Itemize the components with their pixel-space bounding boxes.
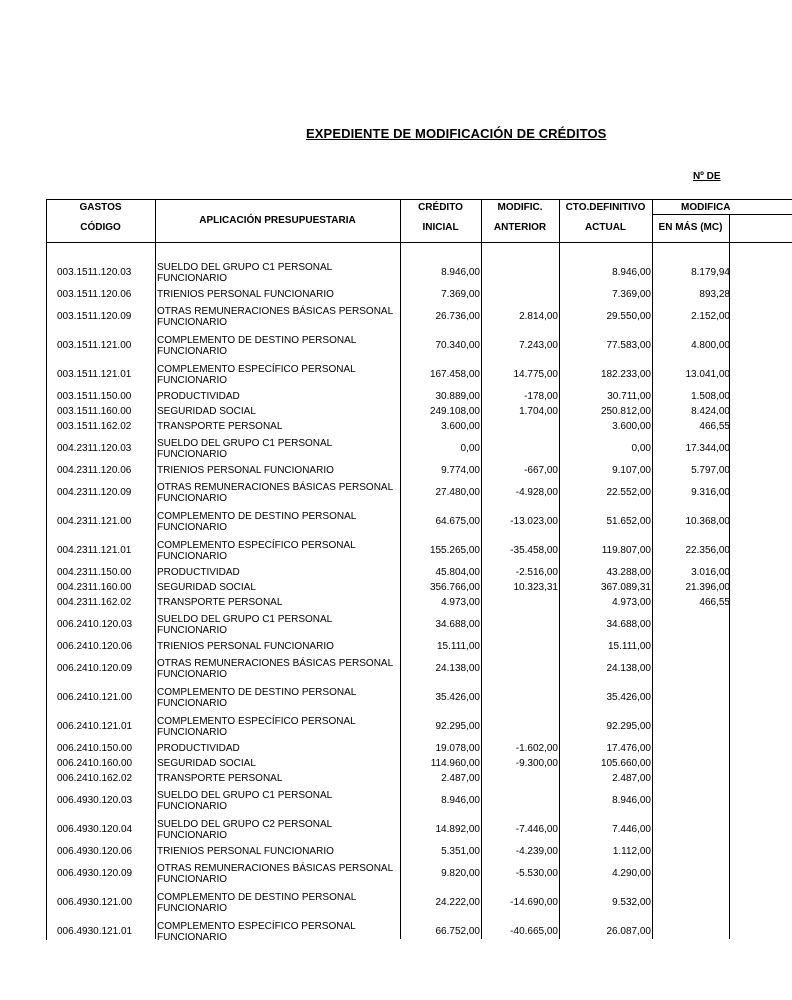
row-credito-inicial: 2.487,00 bbox=[441, 773, 480, 784]
row-modificacion-en-mas: 5.797,00 bbox=[691, 465, 730, 476]
header-gastos: GASTOS bbox=[79, 202, 122, 213]
row-description: COMPLEMENTO DE DESTINO PERSONAL FUNCIONARIO bbox=[157, 510, 356, 533]
header-en-mas: EN MÁS (MC) bbox=[658, 222, 723, 233]
row-description: SEGURIDAD SOCIAL bbox=[157, 582, 256, 593]
row-description: TRIENIOS PERSONAL FUNCIONARIO bbox=[157, 289, 334, 300]
table-row bbox=[46, 741, 730, 756]
row-modific-anterior: -9.300,00 bbox=[515, 758, 558, 769]
table-row bbox=[46, 595, 730, 610]
table-row bbox=[46, 331, 730, 360]
table-row bbox=[46, 258, 730, 287]
row-credito-inicial: 9.774,00 bbox=[441, 465, 480, 476]
table-row bbox=[46, 287, 730, 302]
row-code: 003.1511.150.00 bbox=[57, 391, 132, 402]
row-cto-definitivo-actual: 250.812,00 bbox=[600, 406, 651, 417]
row-description: TRIENIOS PERSONAL FUNCIONARIO bbox=[157, 846, 334, 857]
row-credito-inicial: 34.688,00 bbox=[435, 619, 480, 630]
row-description: COMPLEMENTO ESPECÍFICO PERSONAL FUNCIONARIO bbox=[157, 363, 356, 386]
row-cto-definitivo-actual: 17.476,00 bbox=[606, 743, 651, 754]
row-modific-anterior: -35.458,00 bbox=[510, 545, 558, 556]
row-code: 006.2410.120.09 bbox=[57, 663, 133, 674]
row-cto-definitivo-actual: 34.688,00 bbox=[606, 619, 651, 630]
row-code: 006.4930.120.06 bbox=[57, 846, 133, 857]
row-credito-inicial: 3.600,00 bbox=[441, 421, 480, 432]
row-cto-definitivo-actual: 4.973,00 bbox=[612, 597, 651, 608]
row-credito-inicial: 27.480,00 bbox=[435, 487, 480, 498]
table-row bbox=[46, 859, 730, 888]
row-credito-inicial: 30.889,00 bbox=[435, 391, 480, 402]
table-row bbox=[46, 507, 730, 536]
row-modificacion-en-mas: 13.041,00 bbox=[685, 369, 730, 380]
row-modific-anterior: 10.323,31 bbox=[513, 582, 558, 593]
row-modific-anterior: -4.239,00 bbox=[515, 846, 558, 857]
row-description: TRANSPORTE PERSONAL bbox=[157, 773, 283, 784]
row-credito-inicial: 9.820,00 bbox=[441, 868, 480, 879]
row-credito-inicial: 4.973,00 bbox=[441, 597, 480, 608]
table-row bbox=[46, 478, 730, 507]
row-cto-definitivo-actual: 7.369,00 bbox=[612, 289, 651, 300]
row-modific-anterior: -40.665,00 bbox=[510, 926, 558, 937]
row-description: TRANSPORTE PERSONAL bbox=[157, 421, 283, 432]
row-credito-inicial: 24.138,00 bbox=[435, 663, 480, 674]
row-cto-definitivo-actual: 3.600,00 bbox=[612, 421, 651, 432]
row-cto-definitivo-actual: 1.112,00 bbox=[612, 846, 651, 857]
row-modificacion-en-mas: 22.356,00 bbox=[685, 545, 730, 556]
row-code: 006.2410.120.03 bbox=[57, 619, 133, 630]
row-cto-definitivo-actual: 8.946,00 bbox=[612, 267, 651, 278]
row-credito-inicial: 70.340,00 bbox=[435, 340, 480, 351]
row-modificacion-en-mas: 9.316,00 bbox=[691, 487, 730, 498]
row-code: 006.4930.120.04 bbox=[57, 824, 133, 835]
table-row bbox=[46, 756, 730, 771]
row-code: 006.2410.150.00 bbox=[57, 743, 133, 754]
row-cto-definitivo-actual: 8.946,00 bbox=[612, 795, 651, 806]
row-credito-inicial: 19.078,00 bbox=[435, 743, 480, 754]
row-description: OTRAS REMUNERACIONES BÁSICAS PERSONAL FUNCIONARIO bbox=[157, 481, 393, 504]
row-description: COMPLEMENTO DE DESTINO PERSONAL FUNCIONARIO bbox=[157, 891, 356, 914]
row-code: 006.4930.121.01 bbox=[57, 926, 133, 937]
modifica-header-rule bbox=[652, 214, 792, 215]
row-cto-definitivo-actual: 105.660,00 bbox=[600, 758, 651, 769]
table-row bbox=[46, 536, 730, 565]
row-modificacion-en-mas: 10.368,00 bbox=[685, 516, 730, 527]
row-code: 006.4930.120.03 bbox=[57, 795, 133, 806]
row-code: 003.1511.162.02 bbox=[57, 421, 132, 432]
row-description: TRIENIOS PERSONAL FUNCIONARIO bbox=[157, 465, 334, 476]
row-code: 006.4930.120.09 bbox=[57, 868, 133, 879]
row-credito-inicial: 8.946,00 bbox=[441, 795, 480, 806]
row-code: 003.1511.160.00 bbox=[57, 406, 132, 417]
row-cto-definitivo-actual: 367.089,31 bbox=[600, 582, 651, 593]
row-cto-definitivo-actual: 9.107,00 bbox=[612, 465, 651, 476]
row-cto-definitivo-actual: 15.111,00 bbox=[607, 641, 651, 652]
table-row bbox=[46, 888, 730, 917]
table-row bbox=[46, 786, 730, 815]
table-row bbox=[46, 360, 730, 389]
row-modificacion-en-mas: 8.179,94 bbox=[691, 267, 730, 278]
table-row bbox=[46, 712, 730, 741]
row-modific-anterior: 1.704,00 bbox=[519, 406, 558, 417]
row-description: TRIENIOS PERSONAL FUNCIONARIO bbox=[157, 641, 334, 652]
table-row bbox=[46, 580, 730, 595]
row-credito-inicial: 66.752,00 bbox=[435, 926, 480, 937]
row-credito-inicial: 15.111,00 bbox=[436, 641, 480, 652]
row-modificacion-en-mas: 466,55 bbox=[699, 421, 730, 432]
row-cto-definitivo-actual: 43.288,00 bbox=[606, 567, 651, 578]
table-row bbox=[46, 654, 730, 683]
row-code: 003.1511.120.03 bbox=[57, 267, 132, 278]
row-code: 004.2311.160.00 bbox=[57, 582, 132, 593]
header-anterior: ANTERIOR bbox=[493, 222, 547, 233]
row-modific-anterior: -1.602,00 bbox=[515, 743, 558, 754]
table-row bbox=[46, 404, 730, 419]
row-code: 003.1511.121.01 bbox=[57, 369, 132, 380]
row-cto-definitivo-actual: 22.552,00 bbox=[606, 487, 651, 498]
row-credito-inicial: 7.369,00 bbox=[441, 289, 480, 300]
row-code: 003.1511.120.09 bbox=[57, 311, 132, 322]
row-description: SEGURIDAD SOCIAL bbox=[157, 406, 256, 417]
row-credito-inicial: 24.222,00 bbox=[435, 897, 480, 908]
header-inicial: INICIAL bbox=[422, 222, 459, 233]
row-modificacion-en-mas: 466,55 bbox=[699, 597, 730, 608]
row-credito-inicial: 114.960,00 bbox=[430, 758, 480, 769]
header-actual: ACTUAL bbox=[584, 222, 627, 233]
row-code: 006.2410.160.00 bbox=[57, 758, 133, 769]
row-modific-anterior: -5.530,00 bbox=[515, 868, 558, 879]
row-description: COMPLEMENTO DE DESTINO PERSONAL FUNCIONARIO bbox=[157, 686, 356, 709]
row-credito-inicial: 14.892,00 bbox=[435, 824, 480, 835]
row-cto-definitivo-actual: 35.426,00 bbox=[606, 692, 651, 703]
expediente-number-label: Nº DE bbox=[693, 171, 721, 182]
row-code: 004.2311.121.01 bbox=[57, 545, 132, 556]
row-description: COMPLEMENTO ESPECÍFICO PERSONAL FUNCIONARIO bbox=[157, 920, 356, 943]
row-code: 004.2311.120.03 bbox=[57, 443, 132, 454]
row-description: OTRAS REMUNERACIONES BÁSICAS PERSONAL FUNCIONARIO bbox=[157, 305, 393, 328]
row-credito-inicial: 5.351,00 bbox=[441, 846, 480, 857]
table-row bbox=[46, 917, 730, 946]
row-code: 006.2410.120.06 bbox=[57, 641, 133, 652]
row-code: 006.2410.121.01 bbox=[57, 721, 133, 732]
row-description: COMPLEMENTO ESPECÍFICO PERSONAL FUNCIONARIO bbox=[157, 539, 356, 562]
row-code: 004.2311.120.06 bbox=[57, 465, 132, 476]
row-modificacion-en-mas: 893,28 bbox=[699, 289, 730, 300]
row-modific-anterior: 7.243,00 bbox=[519, 340, 558, 351]
row-cto-definitivo-actual: 9.532,00 bbox=[612, 897, 651, 908]
row-modificacion-en-mas: 21.396,00 bbox=[685, 582, 730, 593]
row-description: SUELDO DEL GRUPO C1 PERSONAL FUNCIONARIO bbox=[157, 613, 332, 636]
table-row bbox=[46, 815, 730, 844]
table-row bbox=[46, 419, 730, 434]
header-modific: MODIFIC. bbox=[497, 202, 543, 213]
row-cto-definitivo-actual: 119.807,00 bbox=[601, 545, 651, 556]
table-row bbox=[46, 683, 730, 712]
row-modific-anterior: -14.690,00 bbox=[510, 897, 558, 908]
row-credito-inicial: 0,00 bbox=[460, 443, 480, 454]
header-modifica: MODIFICA bbox=[681, 202, 731, 213]
row-description: PRODUCTIVIDAD bbox=[157, 743, 240, 754]
row-credito-inicial: 92.295,00 bbox=[435, 721, 480, 732]
row-modific-anterior: -4.928,00 bbox=[515, 487, 558, 498]
header-aplicacion: APLICACIÓN PRESUPUESTARIA bbox=[199, 215, 356, 226]
row-credito-inicial: 155.265,00 bbox=[429, 545, 480, 556]
row-cto-definitivo-actual: 26.087,00 bbox=[606, 926, 651, 937]
row-credito-inicial: 249.108,00 bbox=[429, 406, 480, 417]
row-cto-definitivo-actual: 2.487,00 bbox=[612, 773, 651, 784]
row-credito-inicial: 356.766,00 bbox=[429, 582, 480, 593]
row-credito-inicial: 167.458,00 bbox=[429, 369, 480, 380]
row-code: 004.2311.120.09 bbox=[57, 487, 132, 498]
row-cto-definitivo-actual: 51.652,00 bbox=[606, 516, 651, 527]
row-credito-inicial: 8.946,00 bbox=[441, 267, 480, 278]
row-cto-definitivo-actual: 7.446,00 bbox=[612, 824, 651, 835]
row-cto-definitivo-actual: 29.550,00 bbox=[606, 311, 651, 322]
row-description: OTRAS REMUNERACIONES BÁSICAS PERSONAL FUNCIONARIO bbox=[157, 862, 393, 885]
row-description: SUELDO DEL GRUPO C1 PERSONAL FUNCIONARIO bbox=[157, 261, 332, 284]
row-credito-inicial: 35.426,00 bbox=[435, 692, 480, 703]
row-modificacion-en-mas: 4.800,00 bbox=[691, 340, 730, 351]
document-title: EXPEDIENTE DE MODIFICACIÓN DE CRÉDITOS bbox=[306, 126, 607, 141]
row-description: OTRAS REMUNERACIONES BÁSICAS PERSONAL FUNCIONARIO bbox=[157, 657, 393, 680]
row-description: SUELDO DEL GRUPO C1 PERSONAL FUNCIONARIO bbox=[157, 437, 332, 460]
row-modific-anterior: -178,00 bbox=[524, 391, 558, 402]
row-code: 006.2410.121.00 bbox=[57, 692, 133, 703]
row-code: 004.2311.162.02 bbox=[57, 597, 132, 608]
table-row bbox=[46, 610, 730, 639]
header-codigo: CÓDIGO bbox=[80, 222, 121, 233]
table-row bbox=[46, 639, 730, 654]
row-modific-anterior: 14.775,00 bbox=[513, 369, 558, 380]
row-description: SUELDO DEL GRUPO C1 PERSONAL FUNCIONARIO bbox=[157, 789, 332, 812]
row-description: COMPLEMENTO ESPECÍFICO PERSONAL FUNCIONARIO bbox=[157, 715, 356, 738]
row-credito-inicial: 45.804,00 bbox=[435, 567, 480, 578]
row-code: 003.1511.121.00 bbox=[57, 340, 132, 351]
row-cto-definitivo-actual: 0,00 bbox=[631, 443, 651, 454]
budget-table bbox=[46, 258, 730, 946]
row-modificacion-en-mas: 2.152,00 bbox=[691, 311, 730, 322]
table-row bbox=[46, 302, 730, 331]
row-cto-definitivo-actual: 24.138,00 bbox=[606, 663, 651, 674]
row-modificacion-en-mas: 17.344,00 bbox=[685, 443, 730, 454]
header-cto-definitivo: CTO.DEFINITIVO bbox=[565, 202, 646, 213]
row-modificacion-en-mas: 3.016,00 bbox=[691, 567, 730, 578]
row-code: 004.2311.150.00 bbox=[57, 567, 132, 578]
row-description: PRODUCTIVIDAD bbox=[157, 391, 240, 402]
header-credito: CRÉDITO bbox=[418, 202, 463, 213]
row-code: 006.4930.121.00 bbox=[57, 897, 133, 908]
table-row bbox=[46, 565, 730, 580]
table-row bbox=[46, 463, 730, 478]
row-modific-anterior: 2.814,00 bbox=[519, 311, 558, 322]
table-row bbox=[46, 771, 730, 786]
row-modific-anterior: -667,00 bbox=[524, 465, 558, 476]
header-bottom-rule bbox=[46, 242, 792, 243]
row-cto-definitivo-actual: 30.711,00 bbox=[607, 391, 651, 402]
row-cto-definitivo-actual: 182.233,00 bbox=[600, 369, 651, 380]
row-modific-anterior: -7.446,00 bbox=[515, 824, 558, 835]
table-row bbox=[46, 844, 730, 859]
table-row bbox=[46, 434, 730, 463]
row-code: 006.2410.162.02 bbox=[57, 773, 133, 784]
row-description: PRODUCTIVIDAD bbox=[157, 567, 240, 578]
row-description: TRANSPORTE PERSONAL bbox=[157, 597, 283, 608]
table-row bbox=[46, 389, 730, 404]
row-credito-inicial: 26.736,00 bbox=[435, 311, 480, 322]
row-description: SEGURIDAD SOCIAL bbox=[157, 758, 256, 769]
row-cto-definitivo-actual: 77.583,00 bbox=[606, 340, 651, 351]
budget-table-body bbox=[46, 258, 730, 946]
row-modific-anterior: -2.516,00 bbox=[515, 567, 558, 578]
row-code: 004.2311.121.00 bbox=[57, 516, 132, 527]
row-description: COMPLEMENTO DE DESTINO PERSONAL FUNCIONARIO bbox=[157, 334, 356, 357]
row-modific-anterior: -13.023,00 bbox=[510, 516, 558, 527]
row-description: SUELDO DEL GRUPO C2 PERSONAL FUNCIONARIO bbox=[157, 818, 332, 841]
row-credito-inicial: 64.675,00 bbox=[435, 516, 480, 527]
row-modificacion-en-mas: 1.508,00 bbox=[691, 391, 730, 402]
row-cto-definitivo-actual: 4.290,00 bbox=[612, 868, 651, 879]
row-code: 003.1511.120.06 bbox=[57, 289, 132, 300]
row-cto-definitivo-actual: 92.295,00 bbox=[606, 721, 651, 732]
row-modificacion-en-mas: 8.424,00 bbox=[691, 406, 730, 417]
